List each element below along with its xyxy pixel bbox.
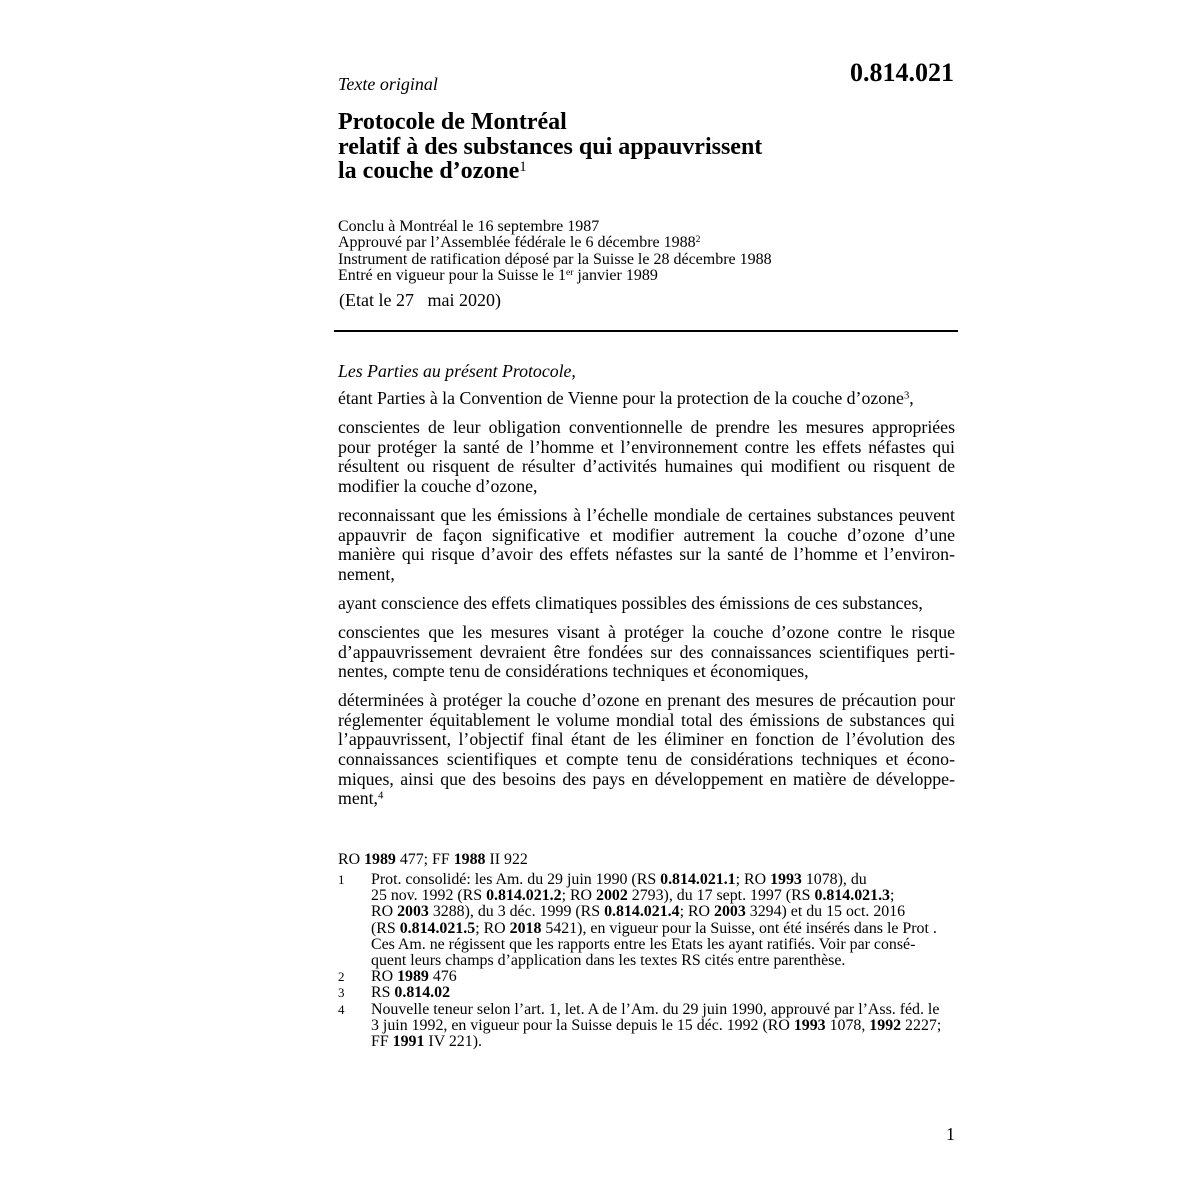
preamble-line-text: étant Parties à la Convention de Vienne pour la protection de la couche d’ozone xyxy=(338,388,904,408)
preamble-line: manière qui risque d’avoir des effets néfastes sur la santé de l’homme et l’environ- xyxy=(338,544,955,565)
footnote-text: ; RO xyxy=(735,871,771,888)
footnote-text: RS xyxy=(371,984,395,1002)
title-line: relatif à des substances qui appauvrissent xyxy=(338,133,763,160)
footnote-line: Ces Am. ne régissent que les rapports entre les Etats les ayant ratifiés. Voir par consé- xyxy=(371,935,916,953)
footnote-bold-reference: 1991 xyxy=(392,1033,425,1051)
footnote-number: 4 xyxy=(338,1001,345,1017)
page-number: 1 xyxy=(946,1124,955,1144)
source-reference xyxy=(338,852,528,868)
footnote-bold-reference: 0.814.021.5 xyxy=(399,919,476,937)
footnote-text: 2793), du 17 sept. 1997 (RS xyxy=(627,887,815,905)
footnote-bold-reference: 2018 xyxy=(509,919,542,937)
preamble-line: réglementer équitablement le volume mondial total des émissions de substances qui xyxy=(338,709,955,730)
footnote-text: IV 221). xyxy=(424,1033,482,1051)
footnote-text: 3 juin 1992, en vigueur pour la Suisse depuis le 15 déc. 1992 (RO xyxy=(371,1016,794,1034)
ratification-date: Instrument de ratification déposé par la Suisse le 28 décembre 1988 xyxy=(338,250,772,268)
footnote-line xyxy=(371,1018,941,1034)
document-title xyxy=(338,110,762,184)
preamble-line: conscientes de leur obligation conventionnelle de prendre les mesures appropriées xyxy=(338,417,955,437)
footnote-line: Nouvelle teneur selon l’art. 1, let. A de l’Am. du 29 juin 1990, approuvé par l’Ass. féd. le xyxy=(371,1000,940,1018)
footnote-text: Prot. consolidé: les Am. du 29 juin 1990 (RS xyxy=(371,871,661,888)
footnote-text: 5421), en vigueur pour la Suisse, ont été insérés dans le Prot . xyxy=(541,919,937,937)
footnote-text: 1078), du xyxy=(801,871,867,888)
preamble-line: appauvrir de façon significative et modifier autrement la couche d’ozone d’une xyxy=(338,524,955,545)
footnote-number: 1 xyxy=(338,872,345,887)
footnote-2 xyxy=(338,969,941,985)
footnote-text: RO xyxy=(371,903,398,921)
footnote-bold-reference: 2003 xyxy=(714,903,746,921)
footnote-number: 3 xyxy=(338,985,345,1001)
entry-into-force-text: Entré en vigueur pour la Suisse le 1 xyxy=(338,266,566,284)
footnote-bold-reference: 0.814.021.3 xyxy=(814,887,890,905)
footnote-bold-reference: 1988 xyxy=(453,851,486,868)
preamble-paragraph xyxy=(338,418,955,497)
footnote-text: II 922 xyxy=(485,851,528,868)
footnote-text: 25 nov. 1992 (RS xyxy=(371,887,487,905)
footnote-text: RO xyxy=(338,851,365,868)
preamble-line: pour protéger la santé de l’homme et l’environnement contre les effets néfastes qui xyxy=(338,436,955,457)
footnote-line xyxy=(371,969,941,985)
footnote-line xyxy=(371,985,941,1001)
footnote-bold-reference: 0.814.021.2 xyxy=(486,887,562,905)
preamble-line: résultent ou risquent de résulter d’activités humaines qui modifient ou risquent de xyxy=(338,456,955,477)
preamble-line: connaissances scientifiques et compte tenu de considérations techniques et écono- xyxy=(338,749,955,770)
footnote-4 xyxy=(338,1002,941,1051)
entry-into-force-text: janvier 1989 xyxy=(573,266,658,284)
footnote-3 xyxy=(338,985,941,1001)
preamble-line xyxy=(338,789,955,809)
preamble-intro: Les Parties au présent Protocole, xyxy=(338,361,576,381)
preamble-footnote-ref: 4 xyxy=(378,790,384,803)
preamble-line: miques, ainsi que des besoins des pays en développement en matière de développe- xyxy=(338,768,955,789)
preamble-line: nement, xyxy=(338,564,395,585)
footnote-bold-reference: 2002 xyxy=(596,887,628,905)
preamble-line: reconnaissant que les émissions à l’échelle mondiale de certaines substances peuvent xyxy=(338,505,955,525)
preamble-paragraph xyxy=(338,594,955,614)
preamble-line: ayant conscience des effets climatiques possibles des émissions de ces substances, xyxy=(338,593,923,613)
preamble-line-tail: , xyxy=(909,388,914,408)
footnotes xyxy=(338,872,941,1050)
footnote-bold-reference: 0.814.021.4 xyxy=(604,903,680,921)
preamble-line: nentes, compte tenu de considérations techniques et économiques, xyxy=(338,661,809,682)
preamble-paragraph xyxy=(338,623,955,682)
adoption-facts xyxy=(338,219,772,284)
footnote-text: 3294) et du 15 oct. 2016 xyxy=(745,903,906,921)
preamble-line: modifier la couche d’ozone, xyxy=(338,476,538,497)
footnote-text: RO xyxy=(371,968,398,986)
footnote-text: 1078, xyxy=(825,1016,870,1034)
entry-into-force-date xyxy=(338,268,772,284)
preamble-line xyxy=(338,389,955,409)
footnote-1 xyxy=(338,872,941,969)
footnote-bold-reference: 1989 xyxy=(397,968,429,986)
footnote-line xyxy=(371,1034,941,1050)
sr-number: 0.814.021 xyxy=(850,58,954,87)
footnote-line xyxy=(371,904,941,920)
title-line: Protocole de Montréal xyxy=(338,109,567,135)
preamble-footnote-ref: 3 xyxy=(903,389,910,402)
footnote-line xyxy=(371,921,941,937)
status-date: (Etat le 27 mai 2020) xyxy=(339,290,501,310)
title-footnote-ref: 1 xyxy=(519,158,527,175)
footnote-bold-reference: 1989 xyxy=(364,851,396,868)
footnote-text: (RS xyxy=(371,919,400,937)
approval-footnote-ref: 2 xyxy=(695,234,701,246)
preamble-line: conscientes que les mesures visant à protéger la couche d’ozone contre le risque xyxy=(338,622,955,642)
header-divider xyxy=(334,330,958,332)
footnote-text: ; RO xyxy=(679,903,714,921)
footnote-text: ; RO xyxy=(561,887,596,905)
ordinal-suffix: er xyxy=(565,267,574,279)
footnote-text: 2227; xyxy=(901,1016,942,1034)
footnote-bold-reference: 0.814.02 xyxy=(394,984,451,1002)
preamble-line: déterminées à protéger la couche d’ozone en prenant des mesures de précaution pour xyxy=(338,690,955,710)
footnote-bold-reference: 2003 xyxy=(397,903,429,921)
footnote-bold-reference: 1993 xyxy=(793,1016,826,1034)
preamble-paragraph xyxy=(338,691,955,809)
footnote-text: FF xyxy=(371,1033,393,1051)
preamble-line: l’appauvrissent, l’objectif final étant de les éliminer en fonction de l’évolution des xyxy=(338,729,955,750)
original-text-label: Texte original xyxy=(338,74,438,94)
footnote-text: 476 xyxy=(428,968,457,986)
footnote-line: quent leurs champs d’application dans les textes RS cités entre parenthèse. xyxy=(371,952,846,970)
footnote-text: ; xyxy=(889,887,895,905)
footnote-text: 3288), du 3 déc. 1999 (RS xyxy=(428,903,605,921)
footnote-line xyxy=(371,872,941,888)
footnote-line xyxy=(371,888,941,904)
preamble-line-text: ment, xyxy=(338,788,378,809)
concluded-date: Conclu à Montréal le 16 septembre 1987 xyxy=(338,218,600,235)
title-line-text: la couche d’ozone xyxy=(338,158,520,184)
footnote-bold-reference: 0.814.021.1 xyxy=(660,871,736,888)
footnote-bold-reference: 1993 xyxy=(770,871,802,888)
preamble-line: d’appauvrissement devraient être fondées sur des connaissances scientifiques perti- xyxy=(338,641,955,662)
approval-text: Approuvé par l’Assemblée fédérale le 6 décembre 1988 xyxy=(338,234,696,252)
title-line xyxy=(338,159,762,184)
footnote-number: 2 xyxy=(338,969,345,985)
approval-date xyxy=(338,235,772,251)
footnote-bold-reference: 1992 xyxy=(869,1016,902,1034)
preamble-paragraph xyxy=(338,389,955,409)
footnote-text: ; RO xyxy=(475,919,510,937)
footnote-text: 477; FF xyxy=(395,851,454,868)
preamble-paragraph xyxy=(338,506,955,585)
